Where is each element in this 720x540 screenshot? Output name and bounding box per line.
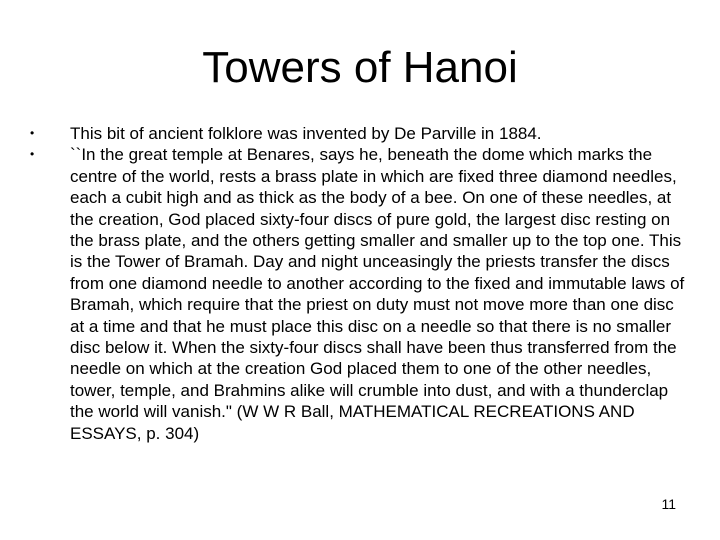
page-number: 11: [661, 496, 676, 512]
bullet-list: [30, 123, 690, 444]
bullet-marker: •: [30, 147, 35, 162]
bullet-text: This bit of ancient folklore was invented by De Parville in 1884.: [70, 124, 542, 143]
bullet-item-legend-quote: [30, 144, 690, 444]
bullet-marker: •: [30, 126, 35, 140]
bullet-item-origin: [30, 123, 690, 144]
slide-title: Towers of Hanoi: [202, 43, 518, 92]
bullet-text: ``In the great temple at Benares, says he, beneath the dome which marks the centre of the world, rests a brass plate in which are fixed three diamond needles, each a cubit high and as thick as the body of a bee. On one of these needles, at the creation, God placed sixty-four discs of pure gold, the largest disc resting on the brass plate, and the others getting smaller and smaller up to the top one. This is the Tower of Bramah. Day and night unceasingly the priests transfer the discs from one diamond needle to another according to the fixed and immutable laws of Bramah, which require that the priest on duty must not move more than one disc at a time and that he must place this disc on a needle so that there is no smaller disc below it. When the sixty-four discs shall have been thus transferred from the needle on which at the creation God placed them to one of the other needles, tower, temple, and Brahmins alike will crumble into dust, and with a thunderclap the world will vanish." (W W R Ball, MATHEMATICAL RECREATIONS AND ESSAYS, p. 304): [70, 145, 685, 443]
